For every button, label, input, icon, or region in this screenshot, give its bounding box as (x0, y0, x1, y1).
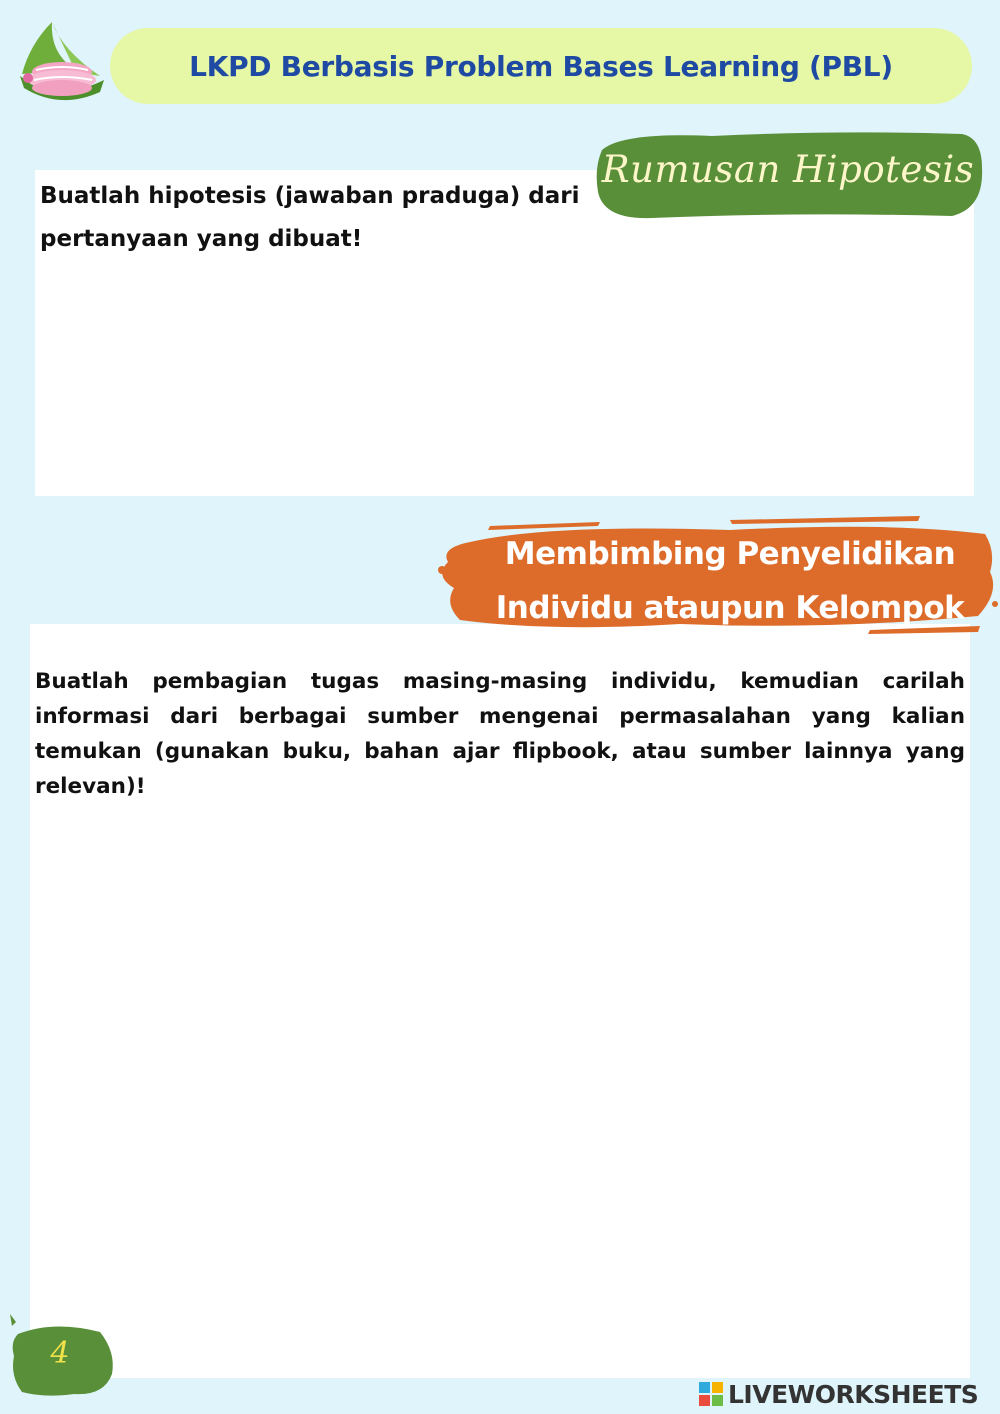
page-title: LKPD Berbasis Problem Bases Learning (PBL) (189, 49, 893, 83)
liveworksheets-logo-icon (698, 1381, 724, 1407)
hypothesis-tag-label: Rumusan Hipotesis (601, 148, 975, 191)
investigation-tag-line1: Membimbing Penyelidikan (504, 536, 956, 572)
investigation-prompt: Buatlah pembagian tugas masing-masing individu, kemudian carilah informasi dari berbagai sumber mengenai permasalahan yang kalian temukan (gunakan buku, bahan ajar flipbook, atau sumber lainnya yang relevan)! (35, 669, 965, 799)
title-banner (110, 28, 972, 104)
page-number: 4 (50, 1336, 70, 1371)
hypothesis-prompt: Buatlah hipotesis (jawaban praduga) dari pertanyaan yang dibuat! (40, 183, 580, 252)
watermark-text: LIVEWORKSHEETS (728, 1379, 979, 1409)
liveworksheets-watermark (698, 1378, 978, 1410)
investigation-tag-line2: Individu ataupun Kelompok (495, 590, 965, 626)
food-illustration-icon (16, 14, 108, 104)
